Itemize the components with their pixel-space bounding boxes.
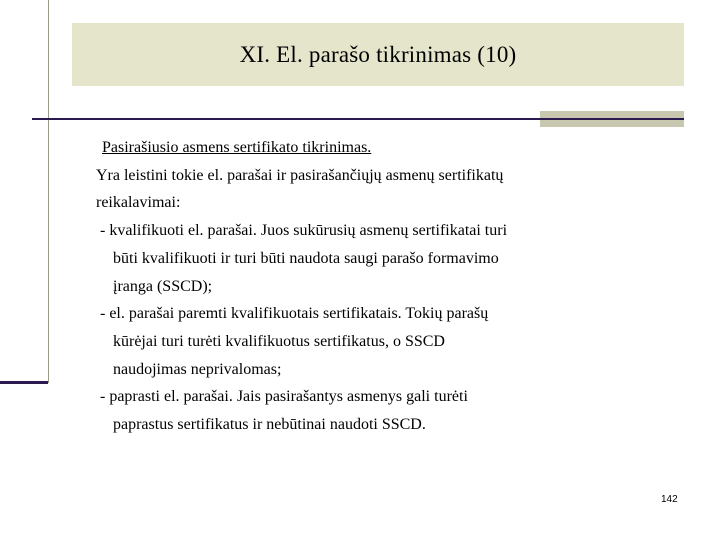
left-bar-accent (0, 381, 48, 384)
list-item-line: įranga (SSCD); (113, 277, 213, 295)
list-item-line: paprastus sertifikatus ir nebūtinai naudoti SSCD. (113, 416, 426, 434)
title-band (72, 23, 684, 86)
slide-body (96, 134, 696, 439)
slide-title: XI. El. parašo tikrinimas (10) (239, 41, 517, 67)
list-item-line: - el. parašai paremti kvalifikuotais sertifikatais. Tokių parašų (100, 305, 489, 323)
list-item-line: - kvalifikuoti el. parašai. Juos sukūrusių asmenų sertifikatai turi (100, 222, 508, 240)
left-decorative-bar (0, 0, 49, 383)
title-divider-line (32, 118, 684, 120)
list-item-line: - paprasti el. parašai. Jais pasirašantys asmenys gali turėti (100, 388, 468, 406)
body-heading: Pasirašiusio asmens sertifikato tikrinimas. (102, 139, 372, 156)
list-item-line: kūrėjai turi turėti kvalifikuotus sertifikatus, o SSCD (113, 332, 445, 350)
list-item-line: naudojimas neprivalomas; (113, 360, 282, 378)
list-item-line: būti kvalifikuoti ir turi būti naudota saugi parašo formavimo (113, 249, 499, 267)
intro-line: Yra leistini tokie el. parašai ir pasirašančiųjų asmenų sertifikatų (96, 166, 504, 184)
intro-line: reikalavimai: (96, 194, 181, 212)
page-number: 142 (661, 494, 678, 505)
